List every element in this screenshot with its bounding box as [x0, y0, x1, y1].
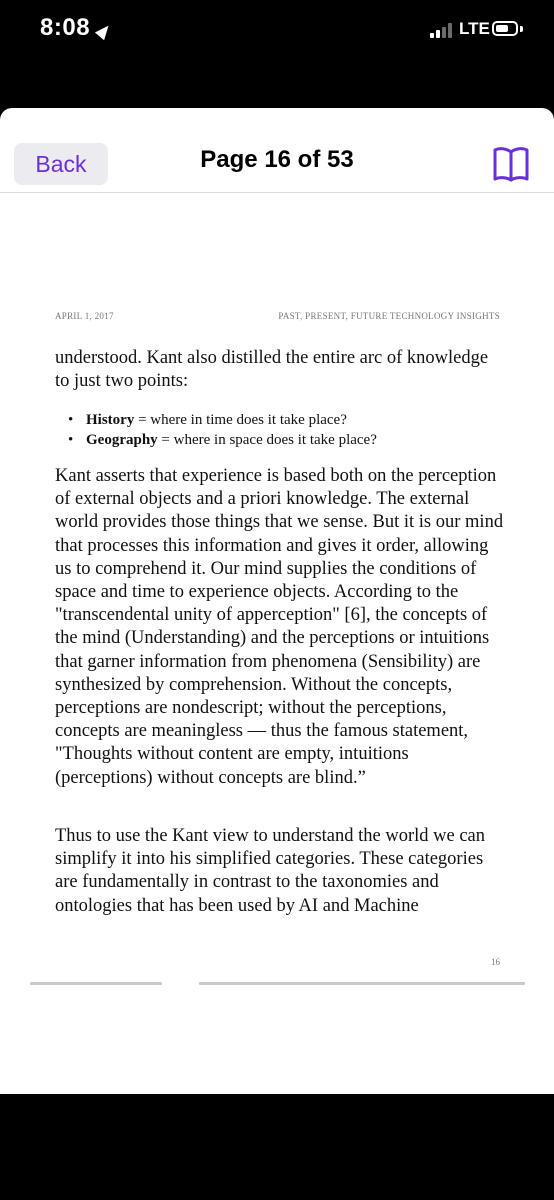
- list-item: [68, 410, 488, 430]
- bullet-list: [68, 410, 488, 450]
- paragraph: understood. Kant also distilled the entire arc of knowledge to just two points:: [55, 348, 489, 392]
- book-icon[interactable]: [492, 146, 530, 182]
- reader-sheet: [0, 108, 554, 1094]
- list-item: [68, 430, 488, 450]
- page-title: Page 16 of 53: [200, 146, 354, 173]
- location-arrow-icon: [95, 22, 113, 40]
- page-scrubber-track-right[interactable]: [199, 982, 525, 985]
- paragraph: Kant asserts that experience is based both on the perception of external objects and a priori knowledge. The external world provides those things that we sense. But it is our mind that processes this information and gives it order, allowing us to comprehend it. Our mind supplies the conditions of space and time to experience objects. According to the "transcendental unity of apperception" [6], the concepts of the mind (Understanding) and the perceptions or intuitions that garner information from phenomena (Sensibility) are synthesized by comprehension. Without the concepts, perceptions are nondescript; without the perceptions, concepts are meaningless — thus the famous statement, "Thoughts without content are empty, intuitions (perceptions) without concepts are blind.”: [55, 466, 504, 788]
- status-time: 8:08: [40, 14, 91, 41]
- paragraph: Thus to use the Kant view to understand the world we can simplify it into his simplified categories. These categories are fundamentally in contrast to the taxonomies and ontologies that has been used by AI and Machine: [55, 826, 486, 916]
- document-page[interactable]: [0, 193, 554, 1094]
- list-item-text: = where in time does it take place?: [134, 412, 347, 428]
- network-label: LTE: [459, 19, 490, 38]
- status-bar: [0, 0, 554, 64]
- nav-bar: [0, 108, 554, 193]
- signal-icon: [430, 22, 456, 38]
- list-item-text: = where in space does it take place?: [157, 432, 377, 448]
- list-item-term: History: [86, 412, 135, 428]
- running-header-date: APRIL 1, 2017: [55, 311, 114, 321]
- battery-icon: [492, 21, 518, 36]
- list-item-term: Geography: [86, 432, 158, 448]
- back-button[interactable]: Back: [14, 143, 108, 185]
- running-header-title: PAST, PRESENT, FUTURE TECHNOLOGY INSIGHTS: [278, 311, 500, 321]
- page-scrubber-track-left[interactable]: [30, 982, 162, 985]
- page-number: 16: [491, 957, 500, 967]
- battery-cap: [520, 26, 523, 32]
